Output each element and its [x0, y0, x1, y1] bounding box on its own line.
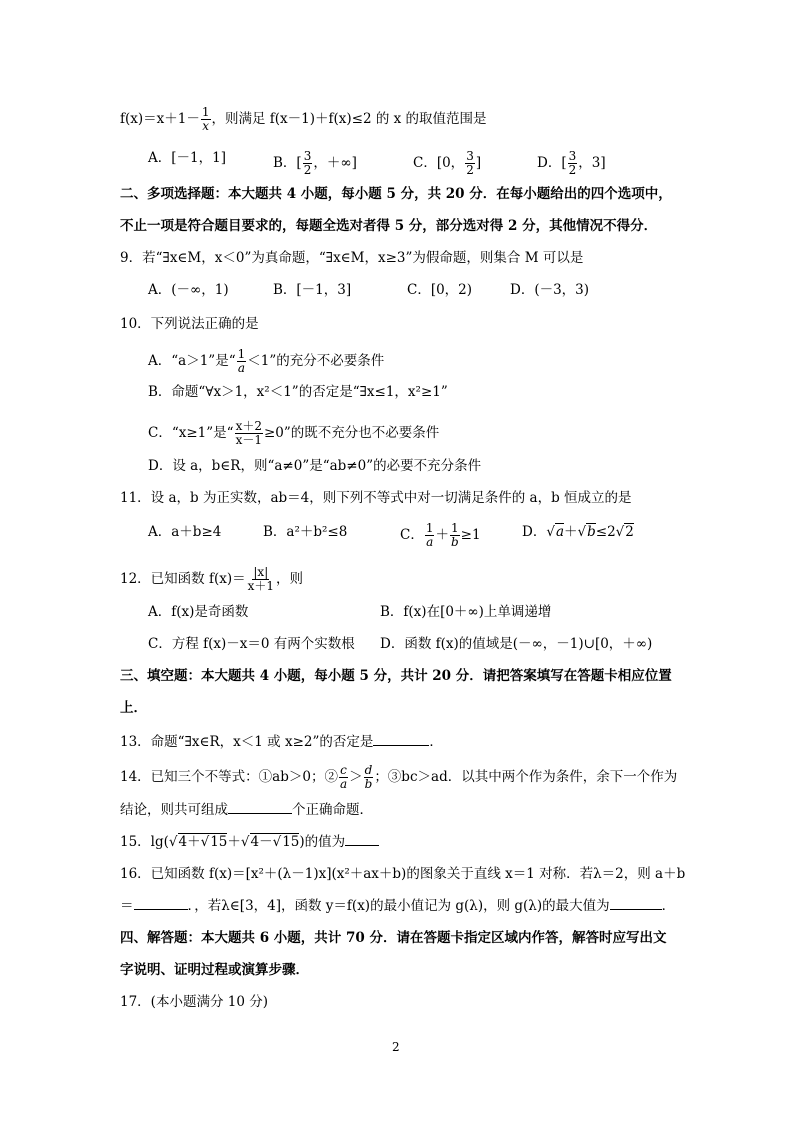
answer-blank[interactable] [345, 845, 379, 846]
q9-option-a: A．(－∞，1) [148, 282, 229, 298]
page-number: 2 [392, 1040, 400, 1054]
q11-option-a: A．a＋b≥4 [148, 524, 222, 540]
question15: 15．lg(√4＋√15＋√4－√15)的值为 [120, 834, 379, 850]
q12-option-a: A．f(x)是奇函数 [148, 604, 249, 620]
question11-stem: 11．设 a，b 为正实数，ab＝4，则下列不等式中对一切满足条件的 a，b 恒成立的是 [120, 490, 632, 506]
q8-option-a: A．[－1，1] [148, 150, 226, 166]
q12-option-b: B．f(x)在[0＋∞)上单调递增 [380, 604, 552, 620]
answer-blank[interactable] [610, 909, 662, 910]
q10-option-d: D．设 a，b∈R，则“a≠0”是“ab≠0”的必要不充分条件 [148, 458, 482, 474]
question14-cont: 结论，则共可组成 个正确命题． [120, 802, 373, 818]
q8-option-b: B．[ $\frac{3}{2}$ ，＋∞] [273, 149, 357, 177]
q9-option-b: B．[－1，3] [273, 282, 352, 298]
q9-option-c: C．[0，2) [407, 282, 473, 298]
section3-heading-cont: 上． [120, 700, 147, 716]
question12-stem: 12．已知函数 f(x)＝ $\frac{|x|}{x+1}$ ，则 [120, 565, 304, 593]
q10-option-b: B．命题“∀x＞1，x²＜1”的否定是“∃x≤1，x²≥1” [148, 384, 448, 400]
q10-option-c: C．“x≥1”是“ $\frac{x+2}{x-1}$ ≥0”的既不充分也不必要条件 [148, 419, 440, 447]
question9-stem: 9．若“∃x∈M，x＜0”为真命题，“∃x∈M，x≥3”为假命题，则集合 M 可以是 [120, 250, 584, 266]
question8-stem: f(x)＝x＋1－ $\frac{1}{x}$ ，则满足 f(x－1)＋f(x)≤2 的 x 的取值范围是 [120, 105, 487, 133]
question16: 16．已知函数 f(x)＝[x²＋(λ－1)x](x²＋ax＋b)的图象关于直线 x＝1 对称．若λ＝2，则 a＋b [120, 866, 686, 882]
q11-option-d: D．√a＋√b≤2√2 [522, 524, 634, 540]
q12-option-d: D．函数 f(x)的值域是(－∞，－1)∪[0，＋∞) [380, 636, 653, 652]
answer-blank[interactable] [228, 813, 292, 814]
question16-cont: ＝ ．，若λ∈[3，4]，函数 y＝f(x)的最小值记为 g(λ)，则 g(λ)的最大值为 ． [120, 898, 676, 914]
fraction: $\frac{1}{x}$ [201, 105, 210, 133]
section3-heading: 三、填空题：本大题共 4 小题，每小题 5 分，共计 20 分．请把答案填写在答题卡相应位置 [120, 668, 672, 684]
answer-blank[interactable] [134, 909, 188, 910]
q11-option-c: C． $\frac{1}{a}$ ＋ $\frac{1}{b}$ ≥1 [400, 521, 481, 549]
section2-heading: 二、多项选择题：本大题共 4 小题，每小题 5 分，共 20 分．在每小题给出的四个选项中， [120, 186, 672, 202]
question17: 17．(本小题满分 10 分) [120, 994, 268, 1010]
q10-option-a: A．“a＞1”是“ $\frac{1}{a}$ ＜1”的充分不必要条件 [148, 347, 385, 375]
q8-option-d: D．[ $\frac{3}{2}$ ，3] [537, 149, 606, 177]
question14: 14．已知三个不等式：①ab＞0；② $\frac{c}{a}$ ＞ $\frac{d}{b}$ ；③bc＞ad．以其中两个作为条件，余下一个作为 [120, 763, 678, 791]
q8-option-c: C．[0， $\frac{3}{2}$ ] [413, 149, 482, 177]
section4-heading-cont: 字说明、证明过程或演算步骤． [120, 962, 309, 978]
question13: 13．命题“∃x∈R，x＜1 或 x≥2”的否定是 ． [120, 734, 443, 750]
question10-stem: 10．下列说法正确的是 [120, 316, 259, 332]
section2-heading-cont: 不止一项是符合题目要求的，每题全选对者得 5 分，部分选对得 2 分，其他情况不得分． [120, 218, 658, 234]
answer-blank[interactable] [373, 745, 429, 746]
q9-option-d: D．(－3，3) [510, 282, 590, 298]
q11-option-b: B．a²＋b²≤8 [263, 524, 348, 540]
section4-heading: 四、解答题：本大题共 6 小题，共计 70 分．请在答题卡指定区域内作答，解答时应写出文 [120, 930, 667, 946]
q12-option-c: C．方程 f(x)－x＝0 有两个实数根 [148, 636, 355, 652]
